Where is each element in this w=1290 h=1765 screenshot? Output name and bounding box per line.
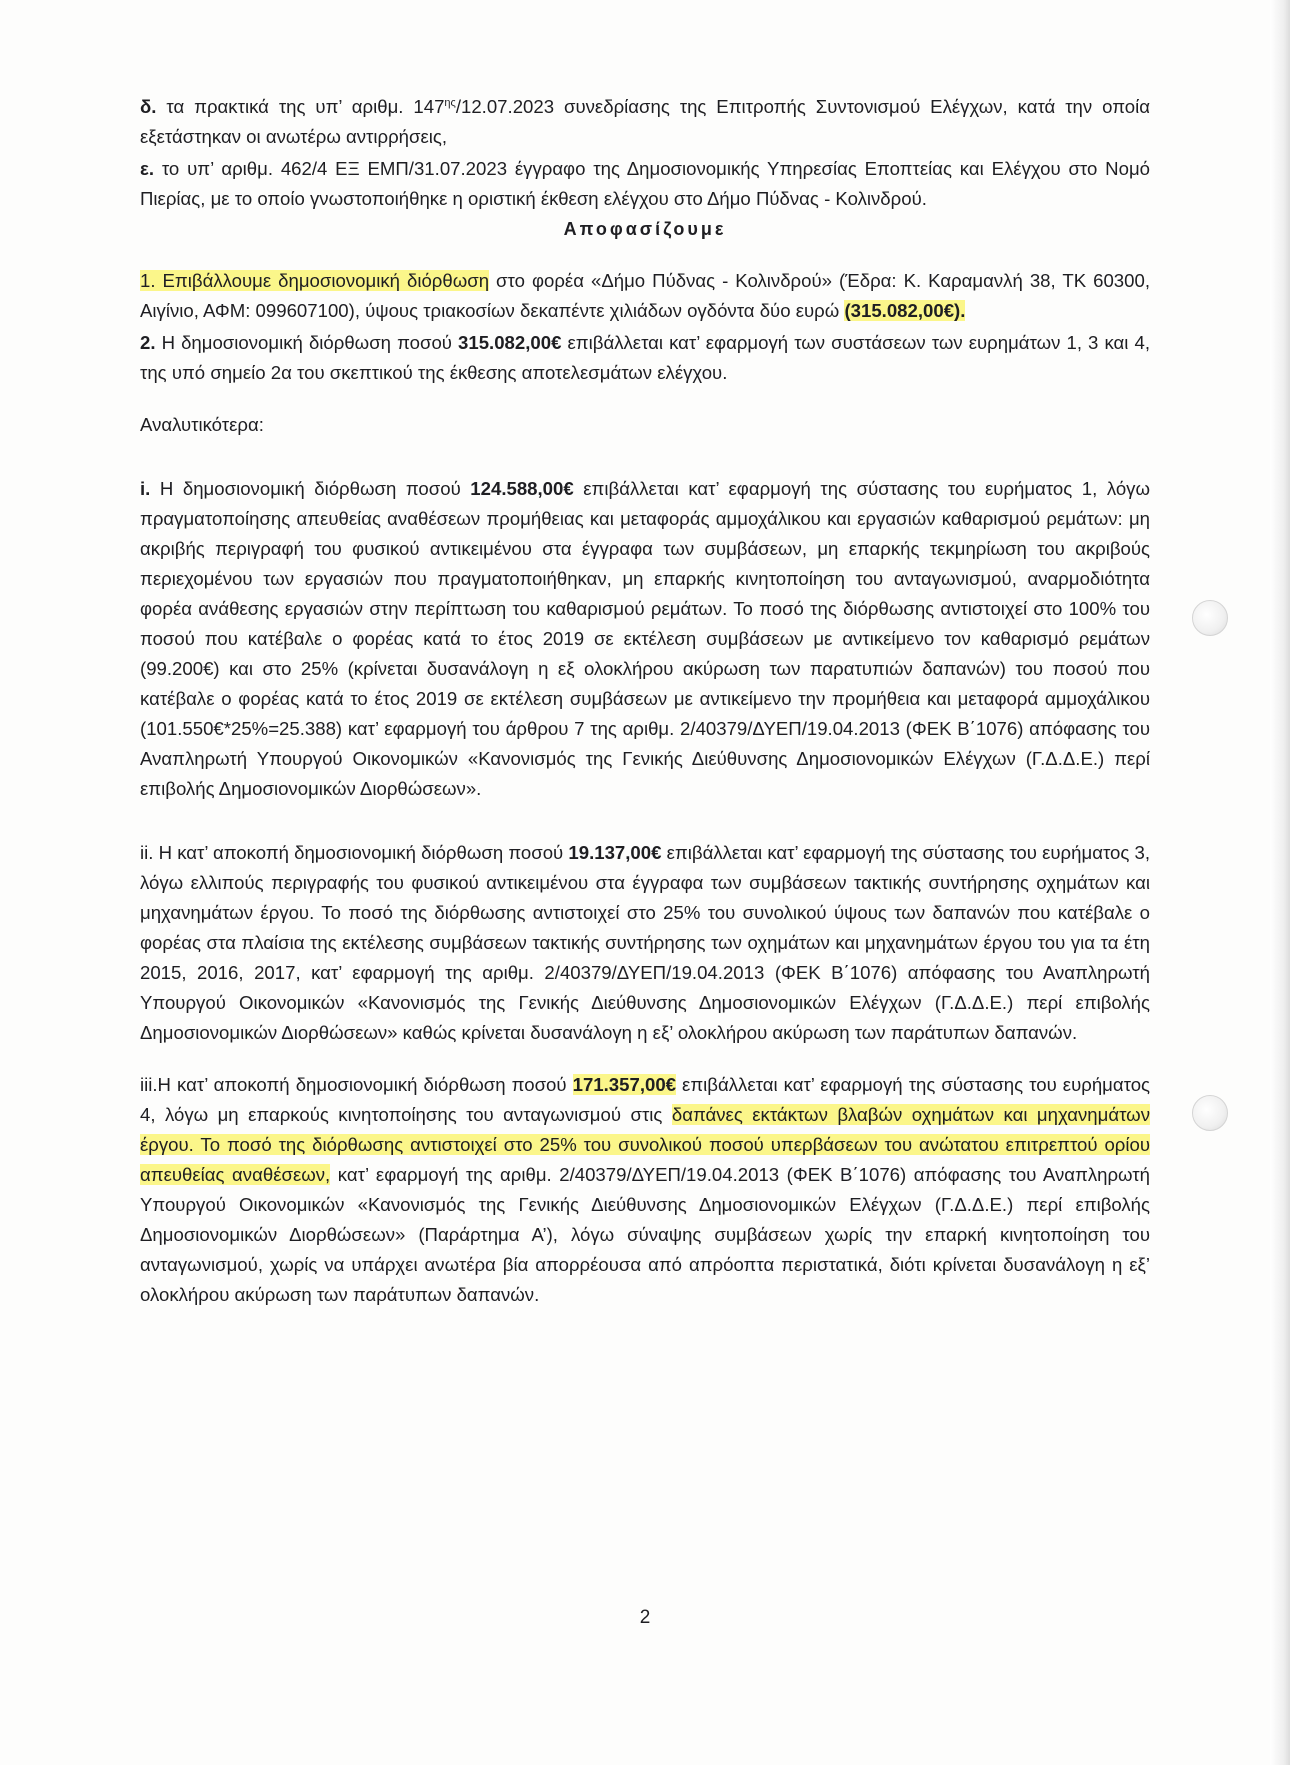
paragraph-analytical: Αναλυτικότερα:	[140, 414, 264, 435]
amount-item-iii: 171.357,00€	[572, 1074, 677, 1095]
decision-heading: Αποφασίζουμε	[563, 219, 727, 239]
punch-hole-upper	[1192, 600, 1228, 636]
amount-item-i: 124.588,00€	[470, 478, 574, 499]
paragraph-item-ii: ii. Η κατ’ αποκοπή δημοσιονομική διόρθωση ποσού 19.137,00€ επιβάλλεται κατ’ εφαρμογή της σύστασης του ευρήματος 3, λόγω ελλιπούς περιγραφής του φυσικού αντικειμένου στα έγγραφα των συμβάσεων τακτικής συντήρησης οχημάτων και μηχανημάτων έργου. Το ποσό της διόρθωσης αντιστοιχεί στο 25% του συνολικού ύψους των δαπανών που κατέβαλε ο φορέας στα πλαίσια της εκτέλεσης συμβάσεων τακτικής συντήρησης των οχημάτων και μηχανημάτων έργου του για τα έτη 2015, 2016, 2017, κατ’ εφαρμογή της αριθμ. 2/40379/ΔΥΕΠ/19.04.2013 (ΦΕΚ Β΄1076) απόφασης του Αναπληρωτή Υπουργού Οικονομικών «Κανονισμός της Γενικής Διεύθυνσης Δημοσιονομικών Ελέγχων (Γ.Δ.Δ.Ε.) περί επιβολής Δημοσιονομικών Διορθώσεων» καθώς κρίνεται δυσανάλογη η εξ’ ολοκλήρου ακύρωση των παράτυπων δαπανών.	[140, 842, 1150, 1043]
punch-hole-lower	[1192, 1095, 1228, 1131]
marker-item-2: 2.	[140, 332, 156, 353]
amount-item-2: 315.082,00€	[458, 332, 562, 353]
ordinal-superscript: ης	[444, 96, 456, 109]
paragraph-item-1: 1. Επιβάλλουμε δημοσιονομική διόρθωση στο φορέα «Δήμο Πύδνας - Κολινδρού» (Έδρα: Κ. Καραμανλή 38, ΤΚ 60300, Αιγίνιο, ΑΦΜ: 099607100), ύψους τριακοσίων δεκαπέντε χιλιάδων ογδόντα δύο ευρώ (315.082,00€).	[140, 270, 1150, 321]
paragraph-item-2: 2. Η δημοσιονομική διόρθωση ποσού 315.082,00€ επιβάλλεται κατ’ εφαρμογή των συστάσεων των ευρημάτων 1, 3 και 4, της υπό σημείο 2α του σκεπτικού της έκθεσης αποτελεσμάτων ελέγχου.	[140, 332, 1150, 383]
page-number: 2	[639, 1607, 651, 1628]
document-body	[140, 92, 1150, 1310]
highlight-item-1: 1. Επιβάλλουμε δημοσιονομική διόρθωση	[140, 270, 490, 291]
paragraph-delta: δ. τα πρακτικά της υπ’ αριθμ. $147^{\eta\varsigma}/12.07.2023$ συνεδρίασης της Επιτροπής Συντονισμού Ελέγχων, κατά την οποία εξετάστηκαν οι ανωτέρω αντιρρήσεις,	[140, 96, 1150, 147]
marker-epsilon: ε.	[140, 158, 154, 179]
amount-item-ii: 19.137,00€	[568, 842, 662, 863]
marker-delta: δ.	[140, 96, 157, 117]
paragraph-item-i: i. Η δημοσιονομική διόρθωση ποσού 124.588,00€ επιβάλλεται κατ’ εφαρμογή της σύστασης του ευρήματος 1, λόγω πραγματοποίησης απευθείας αναθέσεων προμήθειας και μεταφοράς αμμοχάλικου και εργασιών καθαρισμού ρεμάτων: μη ακριβής περιγραφή του φυσικού αντικειμένου στα έγγραφα των συμβάσεων, μη επαρκής τεκμηρίωση του ακριβούς περιεχομένου των εργασιών που πραγματοποιήθηκαν, μη επαρκής κινητοποίηση του ανταγωνισμού, αναρμοδιότητα φορέα ανάθεσης εργασιών στην περίπτωση του καθαρισμού ρεμάτων. Το ποσό της διόρθωσης αντιστοιχεί στο 100% του ποσού που κατέβαλε ο φορέας κατά το έτος 2019 σε εκτέλεση συμβάσεων με αντικείμενο τον καθαρισμό ρεμάτων (99.200€) και στο 25% (κρίνεται δυσανάλογη η εξ ολοκλήρου ακύρωση των παρατυπιών δαπανών) του ποσού που κατέβαλε ο φορέας κατά το έτος 2019 σε εκτέλεση συμβάσεων με αντικείμενο την προμήθεια και μεταφορά αμμοχάλικου (101.550€*25%=25.388) κατ’ εφαρμογή του άρθρου 7 της αριθμ. 2/40379/ΔΥΕΠ/19.04.2013 (ΦΕΚ Β΄1076) απόφασης του Αναπληρωτή Υπουργού Οικονομικών «Κανονισμός της Γενικής Διεύθυνσης Δημοσιονομικών Ελέγχων (Γ.Δ.Δ.Ε.) περί επιβολής Δημοσιονομικών Διορθώσεων».	[140, 478, 1150, 799]
page-edge-shadow	[1270, 0, 1290, 1765]
paragraph-item-iii: iii.Η κατ’ αποκοπή δημοσιονομική διόρθωση ποσού 171.357,00€ επιβάλλεται κατ’ εφαρμογή της σύστασης του ευρήματος 4, λόγω μη επαρκούς κινητοποίησης του ανταγωνισμού στις δαπάνες εκτάκτων βλαβών οχημάτων και μηχανημάτων έργου. Το ποσό της διόρθωσης αντιστοιχεί στο 25% του συνολικού ποσού υπερβάσεων του ανώτατου επιτρεπτού ορίου απευθείας αναθέσεων, κατ’ εφαρμογή της αριθμ. 2/40379/ΔΥΕΠ/19.04.2013 (ΦΕΚ Β΄1076) απόφασης του Αναπληρωτή Υπουργού Οικονομικών «Κανονισμός της Γενικής Διεύθυνσης Δημοσιονομικών Ελέγχων (Γ.Δ.Δ.Ε.) περί επιβολής Δημοσιονομικών Διορθώσεων» (Παράρτημα Α’), λόγω σύναψης συμβάσεων χωρίς την επαρκή κινητοποίηση του ανταγωνισμού, χωρίς να υπάρχει ανωτέρα βία απορρέουσα από απρόοπτα περιστατικά, διότι κρίνεται δυσανάλογη η εξ’ ολοκλήρου ακύρωση των παράτυπων δαπανών.	[140, 1074, 1151, 1305]
marker-item-i: i.	[140, 478, 151, 499]
paragraph-epsilon: ε. το υπ’ αριθμ. 462/4 ΕΞ ΕΜΠ/31.07.2023 έγγραφο της Δημοσιονομικής Υπηρεσίας Εποπτείας και Ελέγχου στο Νομό Πιερίας, με το οποίο γνωστοποιήθηκε η οριστική έκθεση ελέγχου στο Δήμο Πύδνας - Κολινδρού.	[140, 158, 1150, 209]
highlight-item-iii: δαπάνες εκτάκτων βλαβών οχημάτων και μηχανημάτων έργου. Το ποσό της διόρθωσης αντιστοιχεί στο 25% του συνολικού ποσού υπερβάσεων του ανώτατου επιτρεπτού ορίου απευθείας αναθέσεων,	[140, 1104, 1150, 1185]
amount-total: (315.082,00€).	[844, 300, 966, 321]
